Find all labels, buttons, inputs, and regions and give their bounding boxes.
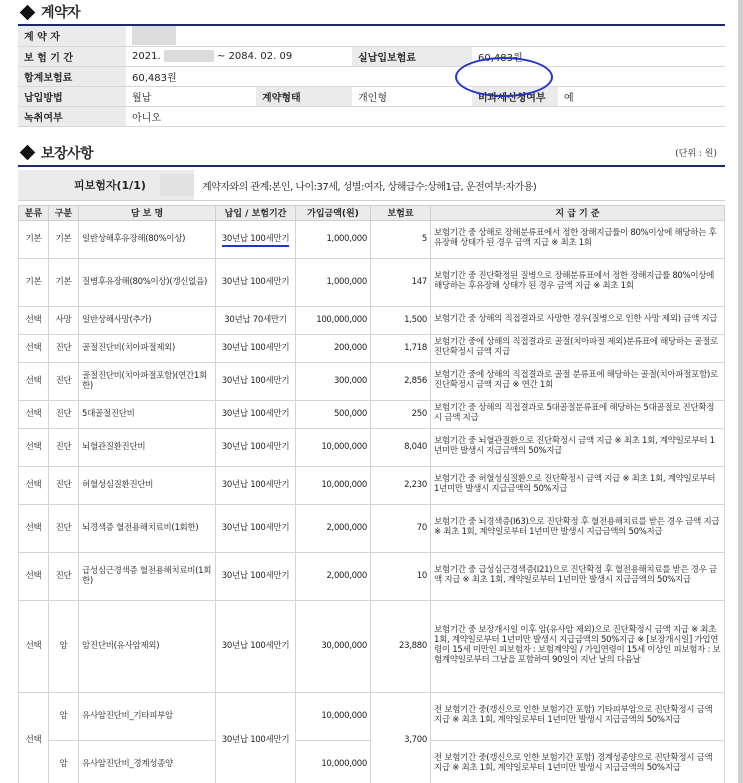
row-period: 30년납 100세만기 (216, 400, 296, 428)
row-category: 선택 (19, 504, 49, 552)
row-period: 30년납 100세만기 (216, 504, 296, 552)
paid-premium-value: 60,483원 (472, 46, 725, 66)
header-standard: 지 급 기 준 (431, 205, 725, 220)
row-premium: 1,718 (371, 334, 431, 362)
row-type: 암 (49, 740, 79, 783)
insured-description: 계약자와의 관계:본인, 나이:37세, 성별:여자, 상해급수:상해1급, 운전여부:자가용) (202, 181, 537, 193)
row-category: 선택 (19, 692, 49, 783)
row-standard: 전 보험기간 중(갱신으로 인한 보험기간 포함) 기타피부암으로 진단확정시 금액 지급 ※ 최초 1회, 계약일로부터 1년미만 발생시 지급금액의 50%지급 (431, 692, 725, 740)
highlighted-period: 30년납 100세만기 (222, 234, 290, 247)
header-name: 담 보 명 (79, 205, 216, 220)
row-name: 골절진단비(치아파절제외) (79, 334, 216, 362)
total-premium-value: 60,483원 (126, 66, 725, 86)
redacted-block (132, 26, 176, 45)
row-type: 사망 (49, 306, 79, 334)
row-type: 진단 (49, 362, 79, 400)
row-premium: 1,500 (371, 306, 431, 334)
period-label: 보 험 기 간 (18, 46, 126, 66)
row-name: 일반상해사망(추가) (79, 306, 216, 334)
unit-label: (단위 : 원) (675, 149, 717, 159)
header-period: 납입 / 보험기간 (216, 205, 296, 220)
row-name: 일반상해후유장해(80%이상) (79, 220, 216, 258)
insured-row (18, 171, 725, 201)
row-amount: 1,000,000 (296, 258, 371, 306)
row-name: 암진단비(유사암제외) (79, 600, 216, 692)
row-category: 선택 (19, 400, 49, 428)
row-period: 30년납 100세만기 (216, 428, 296, 466)
table-row (19, 504, 725, 552)
row-name: 유사암진단비_경계성종양 (79, 740, 216, 783)
table-row (19, 334, 725, 362)
row-category: 기본 (19, 220, 49, 258)
row-premium: 2,856 (371, 362, 431, 400)
row-name: 뇌혈관질환진단비 (79, 428, 216, 466)
table-row (19, 692, 725, 740)
recording-label: 녹취여부 (18, 106, 126, 126)
diamond-bullet-icon (20, 145, 36, 161)
table-row (19, 400, 725, 428)
row-period: 30년납 100세만기 (216, 600, 296, 692)
contractor-section-title: 계약자 (41, 5, 81, 21)
header-category: 분류 (19, 205, 49, 220)
row-name: 질병후유장해(80%이상)(갱신없음) (79, 258, 216, 306)
row-premium: 2,230 (371, 466, 431, 504)
row-amount: 500,000 (296, 400, 371, 428)
period-row (18, 46, 725, 66)
row-standard: 보험기간 중 뇌경색증(I63)으로 진단확정 후 혈전용해치료를 받은 경우 금액 지급 ※ 최초 1회, 계약일로부터 1년미만 발생시 지급금액의 50%지급 (431, 504, 725, 552)
row-period: 30년납 100세만기 (216, 552, 296, 600)
header-type: 구분 (49, 205, 79, 220)
nontax-value: 예 (558, 86, 725, 106)
row-type: 진단 (49, 400, 79, 428)
header-amount: 가입금액(원) (296, 205, 371, 220)
row-type: 암 (49, 600, 79, 692)
row-amount: 100,000,000 (296, 306, 371, 334)
redacted-block (164, 50, 214, 62)
row-standard: 보험기간 중 상해의 직접결과로 사망한 경우(질병으로 인한 사망 제외) 금액 지급 (431, 306, 725, 334)
table-row (19, 428, 725, 466)
row-amount: 10,000,000 (296, 428, 371, 466)
row-type: 진단 (49, 504, 79, 552)
table-row (19, 220, 725, 258)
row-period: 30년납 100세만기 (216, 334, 296, 362)
row-amount: 10,000,000 (296, 740, 371, 783)
row-type: 암 (49, 692, 79, 740)
row-standard: 보험기간 중 상해의 직접결과로 5대골절분류표에 해당하는 5대골절로 진단확정시 금액 지급 (431, 400, 725, 428)
row-type: 진단 (49, 466, 79, 504)
row-type: 기본 (49, 220, 79, 258)
contractor-name-row (18, 26, 725, 46)
payment-method-value: 월납 (126, 86, 256, 106)
row-amount: 2,000,000 (296, 504, 371, 552)
row-standard: 보험기간 중 진단확정된 질병으로 장해분류표에서 정한 장해지급률 80%이상에 해당하는 후유장해 상태가 된 경우 금액 지급 ※ 최초 1회 (431, 258, 725, 306)
payment-row (18, 86, 725, 106)
paid-premium-label: 실납입보험료 (352, 46, 472, 66)
row-standard: 보험기간 중 상해로 장해분류표에서 정한 장해지급률이 80%이상에 해당하는 후유장해 상태가 된 경우 금액 지급 ※ 최초 1회 (431, 220, 725, 258)
header-premium: 보험료 (371, 205, 431, 220)
row-period: 30년납 100세만기 (216, 692, 296, 783)
row-category: 선택 (19, 600, 49, 692)
row-category: 선택 (19, 334, 49, 362)
table-row (19, 552, 725, 600)
row-period: 30년납 70세만기 (216, 306, 296, 334)
row-premium: 23,880 (371, 600, 431, 692)
row-category: 기본 (19, 258, 49, 306)
coverage-section-header (18, 141, 725, 165)
row-category: 선택 (19, 306, 49, 334)
row-premium: 3,700 (371, 692, 431, 783)
row-type: 진단 (49, 552, 79, 600)
row-period: 30년납 100세만기 (216, 258, 296, 306)
row-premium: 147 (371, 258, 431, 306)
row-amount: 10,000,000 (296, 692, 371, 740)
recording-row (18, 106, 725, 126)
row-name: 허혈성심질환진단비 (79, 466, 216, 504)
row-standard: 보험기간 중에 상해의 직접결과로 골절 분류표에 해당하는 골절(치아파절포함)로 진단확정시 금액 지급 ※ 연간 1회 (431, 362, 725, 400)
recording-value: 아니오 (126, 106, 725, 126)
row-premium: 5 (371, 220, 431, 258)
table-row (19, 600, 725, 692)
table-row (19, 362, 725, 400)
row-standard: 보험기간 중 뇌혈관질환으로 진단확정시 금액 지급 ※ 최초 1회, 계약일로부터 1년미만 발생시 지급금액의 50%지급 (431, 428, 725, 466)
section-divider (18, 165, 725, 167)
contract-document (18, 0, 725, 783)
contract-type-label: 계약형태 (256, 86, 352, 106)
contractor-name-value (126, 26, 725, 46)
row-category: 선택 (19, 552, 49, 600)
row-name: 유사암진단비_기타피부암 (79, 692, 216, 740)
row-period: 30년납 100세만기 (216, 466, 296, 504)
row-amount: 200,000 (296, 334, 371, 362)
total-premium-row (18, 66, 725, 86)
row-amount: 1,000,000 (296, 220, 371, 258)
contractor-table (18, 26, 725, 127)
coverage-table (18, 205, 725, 783)
row-name: 5대골절진단비 (79, 400, 216, 428)
row-premium: 250 (371, 400, 431, 428)
row-type: 진단 (49, 428, 79, 466)
period-value (126, 46, 352, 66)
contractor-info (18, 26, 725, 127)
table-row (19, 306, 725, 334)
row-category: 선택 (19, 362, 49, 400)
row-standard: 보험기간 중 급성심근경색증(I21)으로 진단확정 후 혈전용해치료를 받은 경우 금액 지급 ※ 최초 1회, 계약일로부터 1년미만 발생시 지급금액의 50%지급 (431, 552, 725, 600)
row-name: 급성심근경색증 혈전용해치료비(1회한) (79, 552, 216, 600)
total-premium-label: 합계보험료 (18, 66, 126, 86)
window-edge (738, 0, 743, 783)
row-standard: 보험기간 중 보장개시일 이후 암(유사암 제외)으로 진단확정시 금액 지급 ※ 최초 1회, 계약일로부터 1년미만 발생시 지급금액의 50%지급 ※ [보장개시일] 가입연령이 15세 미만인 피보험자 : 보험계약일 / 가입연령이 15세 이상인 피보험자 : 보험계약일로부터 그날을 포함하여 90일이 지난 날의 다음날 (431, 600, 725, 692)
redacted-block (160, 174, 194, 196)
diamond-bullet-icon (20, 4, 36, 20)
row-premium: 70 (371, 504, 431, 552)
row-standard: 보험기간 중 허혈성심질환으로 진단확정시 금액 지급 ※ 최초 1회, 계약일로부터 1년미만 발생시 지급금액의 50%지급 (431, 466, 725, 504)
nontax-label: 비과세신청여부 (472, 86, 558, 106)
row-type: 진단 (49, 334, 79, 362)
table-row (19, 258, 725, 306)
period-start: 2021. (132, 51, 161, 62)
row-name: 골절진단비(치아파절포함)(연간1회한) (79, 362, 216, 400)
table-row (19, 466, 725, 504)
row-amount: 2,000,000 (296, 552, 371, 600)
coverage-section-title: 보장사항 (41, 145, 94, 162)
row-amount: 30,000,000 (296, 600, 371, 692)
row-amount: 10,000,000 (296, 466, 371, 504)
contractor-name-label: 계 약 자 (18, 26, 126, 46)
row-standard: 보험기간 중에 상해의 직접결과로 골절(치아파절 제외)분류표에 해당하는 골절로 진단확정시 금액 지급 (431, 334, 725, 362)
row-name: 뇌경색증 혈전용해치료비(1회한) (79, 504, 216, 552)
row-period (216, 220, 296, 258)
row-amount: 300,000 (296, 362, 371, 400)
contract-type-value: 개인형 (352, 86, 472, 106)
coverage-header-row (19, 205, 725, 220)
row-category: 선택 (19, 466, 49, 504)
row-category: 선택 (19, 428, 49, 466)
period-end: ~ 2084. 02. 09 (217, 51, 293, 62)
insured-label: 피보험자(1/1) (18, 170, 194, 200)
payment-method-label: 납입방법 (18, 86, 126, 106)
row-standard: 전 보험기간 중(갱신으로 인한 보험기간 포함) 경계성종양으로 진단확정시 금액 지급 ※ 최초 1회, 계약일로부터 1년미만 발생시 지급금액의 50%지급 (431, 740, 725, 783)
contractor-section-header (18, 0, 725, 24)
row-type: 기본 (49, 258, 79, 306)
row-period: 30년납 100세만기 (216, 362, 296, 400)
row-premium: 8,040 (371, 428, 431, 466)
row-premium: 10 (371, 552, 431, 600)
